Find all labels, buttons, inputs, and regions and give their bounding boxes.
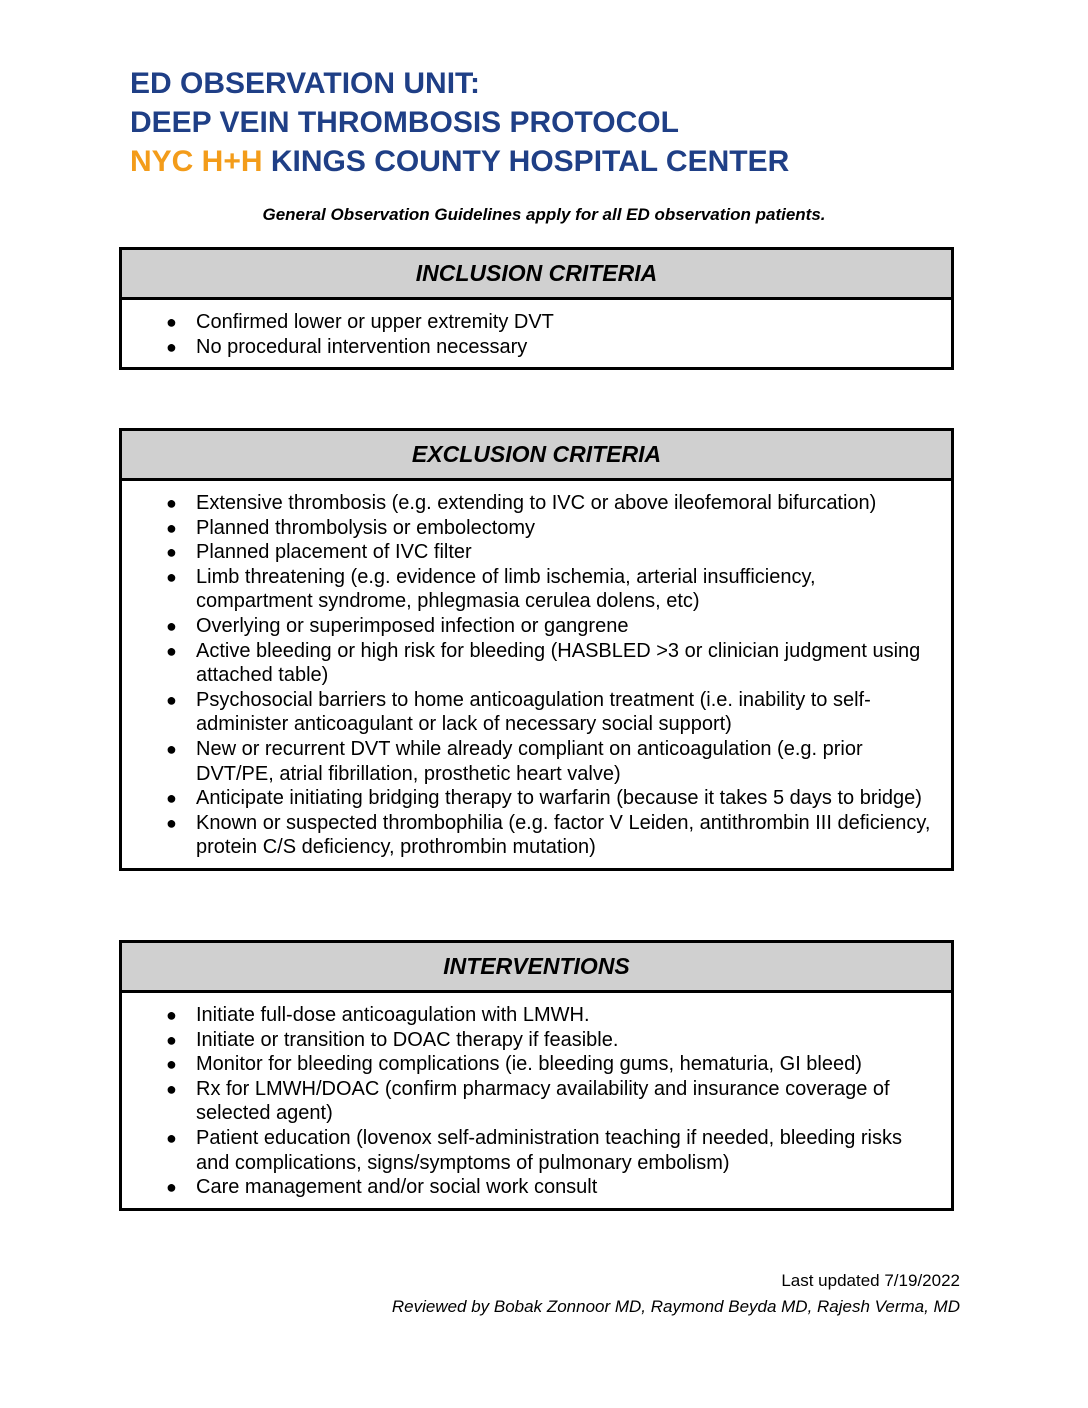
list-item-text: Planned thrombolysis or embolectomy: [196, 516, 536, 539]
title-highlight: NYC H+H: [130, 145, 263, 178]
bullet-icon: ●: [166, 1078, 177, 1099]
list-item: [166, 688, 937, 737]
list-item-text: Active bleeding or high risk for bleeding (HASBLED >3 or clinician judgment using attached table): [196, 639, 921, 687]
bullet-icon: ●: [166, 1127, 177, 1148]
bullet-icon: ●: [166, 493, 177, 513]
guideline-note: General Observation Guidelines apply for all ED observation patients.: [262, 205, 826, 224]
list-item: [166, 614, 937, 639]
page-title: [130, 64, 789, 181]
bullet-icon: ●: [166, 788, 177, 809]
interventions-header: INTERVENTIONS: [122, 943, 951, 993]
list-item: [166, 1028, 937, 1053]
title-line-3: [130, 142, 789, 181]
bullet-icon: ●: [166, 812, 177, 833]
bullet-icon: ●: [166, 566, 177, 587]
list-item: [166, 516, 937, 541]
list-item: [166, 335, 937, 360]
list-item-text: Confirmed lower or upper extremity DVT: [196, 311, 554, 333]
title-line-2: DEEP VEIN THROMBOSIS PROTOCOL: [130, 106, 679, 139]
list-item-text: Anticipate initiating bridging therapy to warfarin (because it takes 5 days to bridge): [196, 787, 922, 810]
last-updated: Last updated 7/19/2022: [781, 1271, 960, 1290]
list-item-text: New or recurrent DVT while already compliant on anticoagulation (e.g. prior DVT/PE, atrial fibrillation, prosthetic heart valve): [196, 737, 863, 785]
bullet-icon: ●: [166, 1005, 177, 1025]
list-item: [166, 1077, 937, 1126]
exclusion-criteria-header: EXCLUSION CRITERIA: [122, 431, 951, 481]
bullet-icon: ●: [166, 738, 177, 759]
reviewers: Reviewed by Bobak Zonnoor MD, Raymond Beyda MD, Rajesh Verma, MD: [391, 1297, 960, 1316]
list-item-text: Rx for LMWH/DOAC (confirm pharmacy availability and insurance coverage of selected agent): [196, 1077, 890, 1125]
title-hospital: KINGS COUNTY HOSPITAL CENTER: [262, 145, 790, 178]
interventions-box: [119, 940, 954, 1211]
list-item-text: Known or suspected thrombophilia (e.g. factor V Leiden, antithrombin III deficiency, protein C/S deficiency, prothrombin mutation): [196, 811, 931, 859]
inclusion-criteria-box: [119, 247, 954, 370]
list-item-text: Initiate or transition to DOAC therapy if feasible.: [196, 1028, 619, 1051]
list-item: [166, 540, 937, 565]
list-item-text: Planned placement of IVC filter: [196, 541, 472, 564]
bullet-icon: ●: [166, 336, 177, 357]
inclusion-criteria-header: INCLUSION CRITERIA: [122, 250, 951, 300]
list-item: [166, 811, 937, 860]
title-line-1: ED OBSERVATION UNIT:: [130, 67, 481, 100]
list-item: [166, 1126, 937, 1175]
list-item-text: Overlying or superimposed infection or gangrene: [196, 614, 629, 637]
list-item-text: Psychosocial barriers to home anticoagulation treatment (i.e. inability to self-administer anticoagulant or lack of necessary social support): [196, 688, 871, 736]
list-item-text: Initiate full-dose anticoagulation with LMWH.: [196, 1004, 590, 1026]
bullet-icon: ●: [166, 312, 177, 332]
bullet-icon: ●: [166, 542, 177, 563]
list-item: [166, 491, 937, 516]
list-item-text: Limb threatening (e.g. evidence of limb ischemia, arterial insufficiency, compartment syndrome, phlegmasia cerulea dolens, etc): [196, 565, 816, 613]
list-item: [166, 639, 937, 688]
interventions-list: [122, 993, 951, 1208]
list-item-text: Monitor for bleeding complications (ie. bleeding gums, hematuria, GI bleed): [196, 1053, 862, 1076]
list-item-text: Extensive thrombosis (e.g. extending to IVC or above ileofemoral bifurcation): [196, 492, 877, 514]
bullet-icon: ●: [166, 689, 177, 710]
list-item: [166, 310, 937, 335]
list-item: [166, 565, 937, 614]
inclusion-criteria-list: [122, 300, 951, 367]
bullet-icon: ●: [166, 1054, 177, 1075]
bullet-icon: ●: [166, 517, 177, 538]
bullet-icon: ●: [166, 1029, 177, 1050]
list-item: [166, 786, 937, 811]
list-item: [166, 737, 937, 786]
list-item: [166, 1003, 937, 1028]
bullet-icon: ●: [166, 1177, 177, 1198]
exclusion-criteria-list: [122, 481, 951, 868]
bullet-icon: ●: [166, 615, 177, 636]
list-item-text: Care management and/or social work consult: [196, 1176, 598, 1199]
bullet-icon: ●: [166, 640, 177, 661]
list-item-text: Patient education (lovenox self-administration teaching if needed, bleeding risks and complications, signs/symptoms of pulmonary embolism): [196, 1126, 902, 1174]
list-item-text: No procedural intervention necessary: [196, 335, 528, 358]
list-item: [166, 1175, 937, 1200]
exclusion-criteria-box: [119, 428, 954, 871]
list-item: [166, 1052, 937, 1077]
